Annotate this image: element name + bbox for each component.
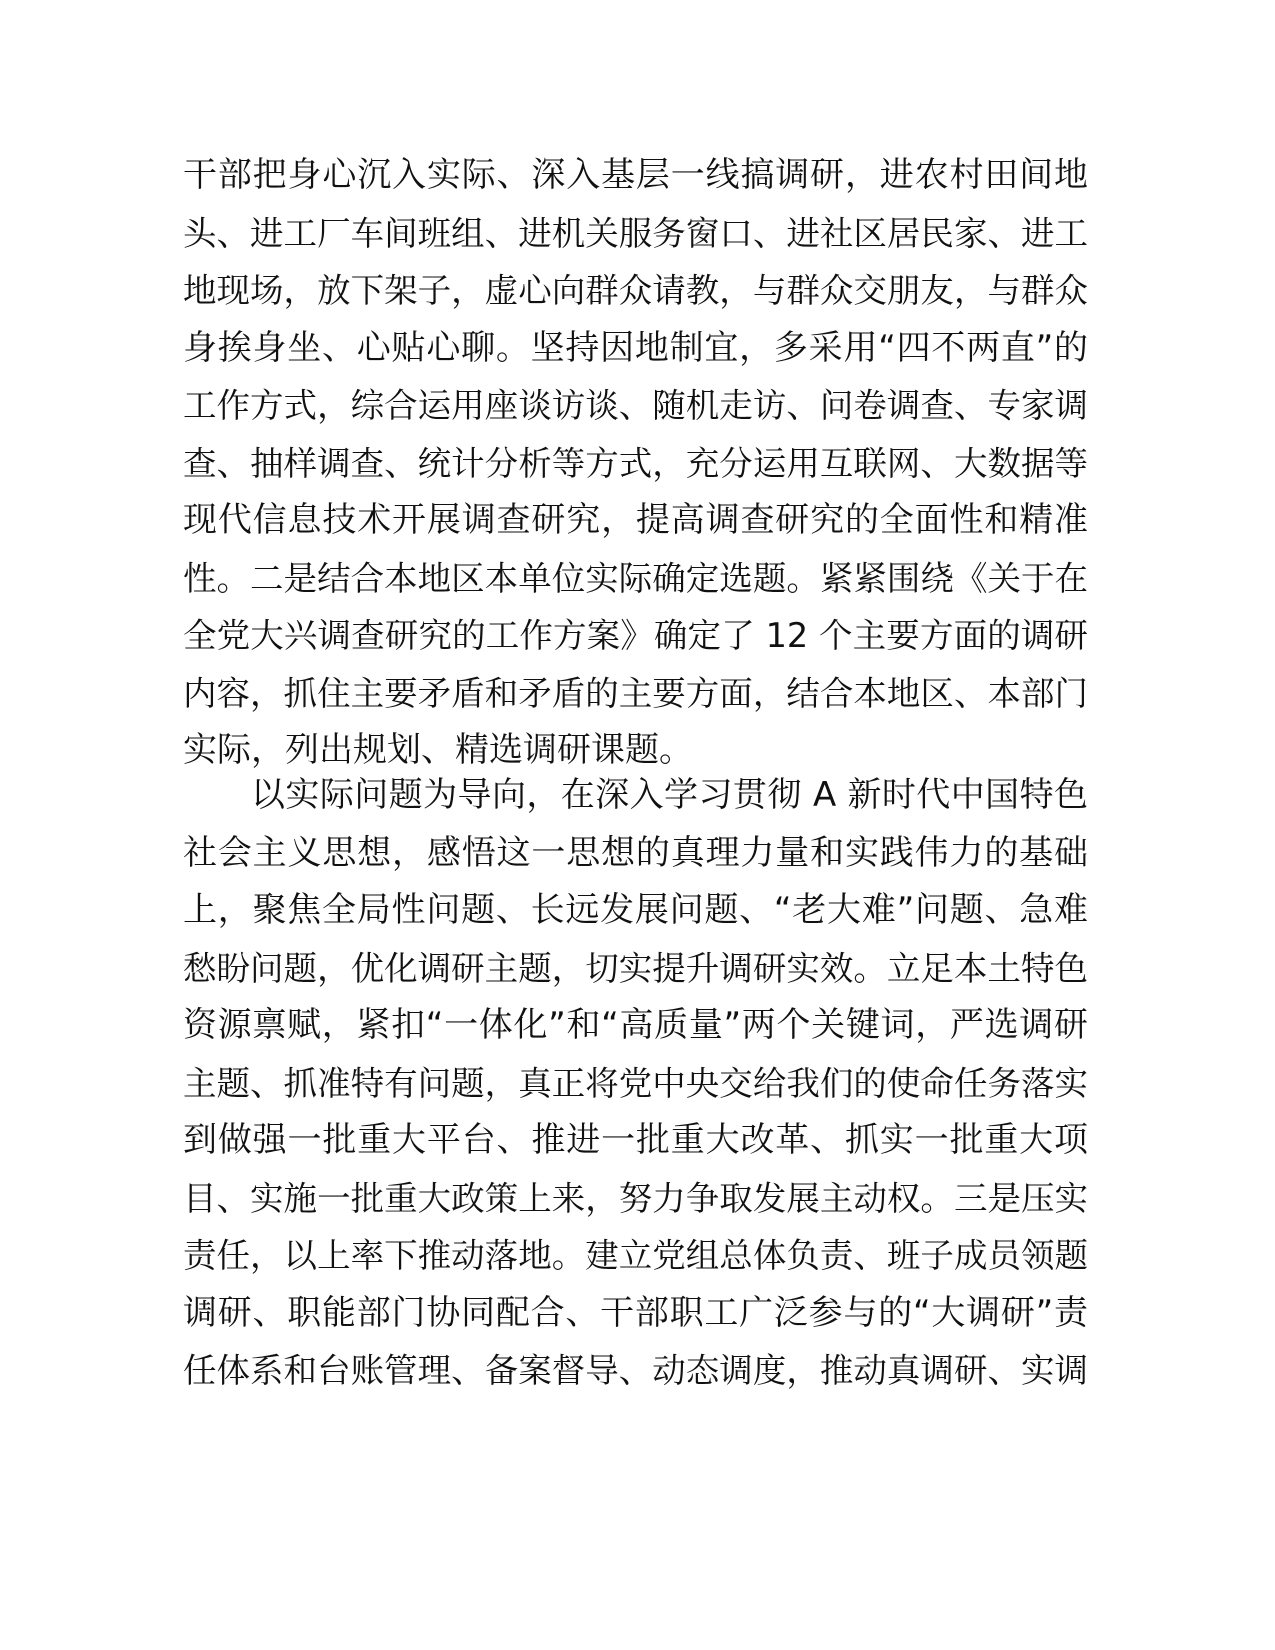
paragraph-2 bbox=[183, 767, 1088, 1400]
paragraph-line: 干部把身心沉入实际、深入基层一线搞调研，进农村田间地 bbox=[183, 155, 1088, 195]
paragraph-line: 现代信息技术开展调查研究，提高调查研究的全面性和精准 bbox=[183, 500, 1088, 540]
paragraph-line: 实际，列出规划、精选调研课题。 bbox=[183, 730, 693, 770]
paragraph-line: 查、抽样调查、统计分析等方式，充分运用互联网、大数据等 bbox=[183, 443, 1088, 483]
paragraph-line: 资源禀赋，紧扣“一体化”和“高质量”两个关键词，严选调研 bbox=[183, 1005, 1088, 1045]
paragraph-1 bbox=[183, 147, 1088, 780]
paragraph-line: 内容，抓住主要矛盾和矛盾的主要方面，结合本地区、本部门 bbox=[183, 673, 1088, 713]
paragraph-line: 愁盼问题，优化调研主题，切实提升调研实效。立足本土特色 bbox=[183, 948, 1088, 988]
paragraph-line: 上，聚焦全局性问题、长远发展问题、“老大难”问题、急难 bbox=[183, 890, 1088, 930]
paragraph-line: 身挨身坐、心贴心聊。坚持因地制宜，多采用“四不两直”的 bbox=[183, 327, 1088, 368]
paragraph-line: 目、实施一批重大政策上来，努力争取发展主动权。三是压实 bbox=[183, 1178, 1088, 1218]
paragraph-line: 性。二是结合本地区本单位实际确定选题。紧紧围绕《关于在 bbox=[183, 558, 1088, 598]
paragraph-line: 主题、抓准特有问题，真正将党中央交给我们的使命任务落实 bbox=[183, 1063, 1088, 1103]
paragraph-line: 以实际问题为导向，在深入学习贯彻 A 新时代中国特色 bbox=[251, 775, 1088, 815]
paragraph-line: 头、进工厂车间班组、进机关服务窗口、进社区居民家、进工 bbox=[183, 213, 1088, 253]
paragraph-line: 工作方式，综合运用座谈访谈、随机走访、问卷调查、专家调 bbox=[183, 386, 1088, 425]
paragraph-line: 全党大兴调查研究的工作方案》确定了 12 个主要方面的调研 bbox=[183, 616, 1088, 655]
paragraph-line: 地现场，放下架子，虚心向群众请教，与群众交朋友，与群众 bbox=[183, 271, 1088, 310]
paragraph-line: 调研、职能部门协同配合、干部职工广泛参与的“大调研”责 bbox=[183, 1292, 1088, 1333]
paragraph-line: 到做强一批重大平台、推进一批重大改革、抓实一批重大项 bbox=[183, 1120, 1088, 1160]
paragraph-line: 任体系和台账管理、备案督导、动态调度，推动真调研、实调 bbox=[183, 1351, 1088, 1390]
paragraph-line: 责任，以上率下推动落地。建立党组总体负责、班子成员领题 bbox=[183, 1236, 1088, 1275]
paragraph-line: 社会主义思想，感悟这一思想的真理力量和实践伟力的基础 bbox=[183, 832, 1088, 873]
